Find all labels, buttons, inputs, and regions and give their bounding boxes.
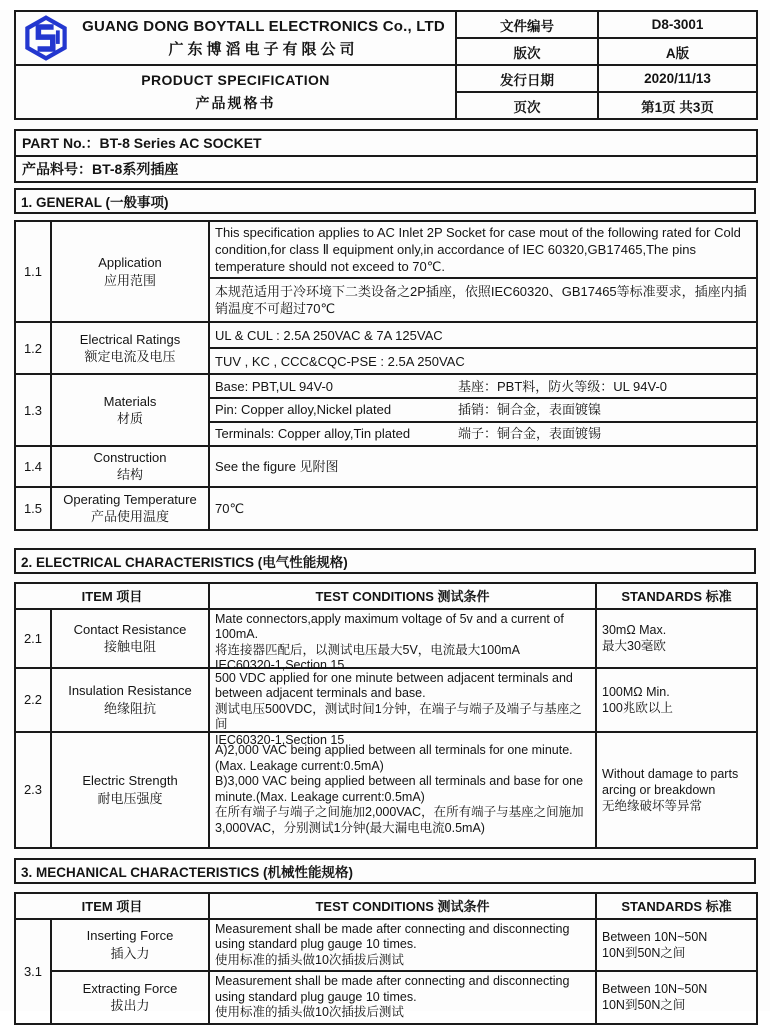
item-name (51, 322, 209, 374)
item-name-cn: 应用范围 (103, 272, 156, 288)
item-name-en: Contact Resistance (73, 621, 187, 637)
item-name-cn: 材质 (116, 411, 143, 427)
page-number-value: 第1页 共3页 (598, 92, 757, 119)
item-number: 1.4 (15, 446, 51, 487)
test-text-cn: 在所有端子与端子之间施加2,000VAC，在所有端子与基座之间施加3,000VAC，分别测试1分钟(最大漏电电流0.5mA) (215, 805, 584, 835)
test-text-b: B)3,000 VAC being applied between all terminals and base for one minute.(Max. Leakage current:0.5mA) (215, 774, 584, 804)
material-base-cn: 基座：PBT料，防火等级：UL 94V-0 (458, 378, 668, 394)
col-header-standards: STANDARDS 标准 (596, 893, 757, 919)
part-no-label: PART No.： (22, 135, 100, 151)
item-name (51, 971, 209, 1024)
standards-cell (596, 919, 757, 972)
item-name (51, 609, 209, 668)
test-reference: IEC60320-1,Section 15 (215, 658, 345, 673)
material-pin-cn: 插销：铜合金，表面镀镍 (458, 402, 602, 418)
standard-en: 30mΩ Max. (602, 623, 667, 638)
general-table (14, 220, 758, 531)
standard-cn: 10N到50N之间 (602, 945, 686, 960)
application-text-en: This specification applies to AC Inlet 2P Socket for case mout of the following rated for Cold condition,for class Ⅱ equipment only,in accordance of IEC 60320,GB17465,The pins temperature should not exceed to 70℃. (209, 221, 757, 278)
item-name (51, 374, 209, 445)
doc-number-value: D8-3001 (598, 11, 757, 38)
item-name-cn: 产品使用温度 (90, 509, 169, 525)
spec-document-page (0, 10, 770, 1020)
material-pin (209, 398, 757, 421)
standard-en: Between 10N~50N (602, 929, 708, 944)
test-conditions-cell (209, 668, 596, 747)
item-name-en: Electrical Ratings (79, 331, 181, 347)
col-header-test: TEST CONDITIONS 测试条件 (209, 583, 596, 609)
standard-en: Without damage to parts arcing or breakdown (602, 766, 739, 797)
section-title-general: 1. GENERAL (一般事项) (14, 188, 756, 214)
item-name-en: Operating Temperature (63, 491, 197, 507)
test-text-cn: 测试电压500VDC，测试时间1分钟，在端子与端子及端子与基座之间 (215, 701, 582, 732)
material-terminals (209, 422, 757, 446)
test-text-cn: 使用标准的插头做10次插拔后测试 (215, 1005, 404, 1020)
issue-date-label: 发行日期 (456, 65, 598, 92)
company-logo-icon (24, 14, 68, 62)
issue-date-value: 2020/11/13 (598, 65, 757, 92)
col-header-test: TEST CONDITIONS 测试条件 (209, 893, 596, 919)
item-name-cn: 插入力 (110, 945, 150, 961)
standard-cn: 无绝缘破坏等异常 (602, 798, 703, 813)
standard-cn: 最大30毫欧 (602, 639, 666, 654)
material-base-en: Base: PBT,UL 94V-0 (215, 378, 334, 394)
part-cn-label: 产品料号： (22, 161, 92, 177)
doc-number-label: 文件编号 (456, 11, 598, 38)
construction-text: See the figure 见附图 (209, 446, 757, 487)
standard-en: 100MΩ Min. (602, 684, 670, 699)
item-number: 2.1 (15, 609, 51, 668)
part-cn-value: BT-8系列插座 (92, 161, 179, 177)
item-name (51, 446, 209, 487)
item-name-cn: 额定电流及电压 (84, 349, 176, 365)
application-text-cn: 本规范适用于冷环境下二类设备之2P插座，依照IEC60320、GB17465等标准要求，插座内插销温度不可超过70℃ (209, 278, 757, 322)
item-number: 1.2 (15, 322, 51, 374)
test-text-en: Measurement shall be made after connecting and disconnecting using standard plug gauge 10 times. (215, 921, 570, 952)
doc-title-cn: 产品规格书 (195, 94, 276, 111)
item-number: 1.5 (15, 487, 51, 530)
item-name-cn: 绝缘阻抗 (104, 700, 157, 716)
item-number: 1.3 (15, 374, 51, 445)
header-table (14, 10, 758, 120)
item-number: 1.1 (15, 221, 51, 322)
operating-temperature-text: 70℃ (209, 487, 757, 530)
part-cn-row (15, 156, 757, 182)
section-title-mechanical: 3. MECHANICAL CHARACTERISTICS (机械性能规格) (14, 858, 756, 884)
standards-cell (596, 668, 757, 732)
doc-title-cell (15, 65, 456, 119)
test-conditions-cell (209, 919, 596, 972)
item-name (51, 668, 209, 732)
item-number: 3.1 (15, 919, 51, 1024)
standards-cell (596, 971, 757, 1024)
company-name-cn: 广东博滔电子有限公司 (168, 40, 359, 58)
page-number-label: 页次 (456, 92, 598, 119)
item-name-en: Application (98, 255, 162, 271)
electrical-table (14, 582, 758, 849)
standards-cell (596, 732, 757, 848)
standard-cn: 10N到50N之间 (602, 998, 686, 1013)
doc-title-en: PRODUCT SPECIFICATION (141, 71, 330, 88)
test-reference: IEC60320-1,Section 15 (215, 732, 345, 747)
section-title-electrical: 2. ELECTRICAL CHARACTERISTICS (电气性能规格) (14, 548, 756, 574)
item-name-en: Construction (93, 449, 167, 465)
mechanical-table (14, 892, 758, 1025)
material-pin-en: Pin: Copper alloy,Nickel plated (215, 402, 392, 418)
item-number: 2.3 (15, 732, 51, 848)
item-name (51, 221, 209, 322)
item-name (51, 487, 209, 530)
item-name-cn: 结构 (116, 467, 143, 483)
item-name (51, 919, 209, 972)
item-name-en: Materials (103, 393, 157, 409)
revision-value: A版 (598, 38, 757, 65)
item-name-en: Inserting Force (86, 928, 174, 944)
col-header-standards: STANDARDS 标准 (596, 583, 757, 609)
item-number: 2.2 (15, 668, 51, 732)
material-base (209, 374, 757, 398)
test-text-en: Mate connectors,apply maximum voltage of 5v and a current of 100mA. (215, 611, 564, 642)
rating-tuv-kc: TUV , KC , CCC&CQC-PSE : 2.5A 250VAC (209, 348, 757, 374)
standards-cell (596, 609, 757, 668)
item-name (51, 732, 209, 848)
test-text-en: 500 VDC applied for one minute between adjacent terminals and between adjacent terminals and base. (215, 670, 573, 701)
item-name-cn: 耐电压强度 (97, 790, 163, 806)
material-terminals-cn: 端子：铜合金，表面镀锡 (458, 426, 602, 442)
part-no-row (15, 130, 757, 156)
item-name-en: Insulation Resistance (68, 683, 192, 699)
test-text-cn: 使用标准的插头做10次插拔后测试 (215, 952, 404, 967)
test-conditions-cell (209, 732, 596, 848)
test-text-en: Measurement shall be made after connecting and disconnecting using standard plug gauge 10 times. (215, 974, 570, 1004)
company-name-en: GUANG DONG BOYTALL ELECTRONICS Co., LTD (82, 17, 445, 35)
test-text-a: A)2,000 VAC being applied between all terminals for one minute. (Max. Leakage current:0.5mA) (215, 743, 573, 773)
rating-ul-cul: UL & CUL : 2.5A 250VAC & 7A 125VAC (209, 322, 757, 348)
item-name-cn: 拔出力 (110, 998, 150, 1014)
part-number-table (14, 129, 758, 183)
test-text-cn: 将连接器匹配后，以测试电压最大5V，电流最大100mA (215, 642, 520, 657)
test-conditions-cell (209, 971, 596, 1024)
company-cell (15, 11, 456, 65)
col-header-item: ITEM 项目 (15, 583, 209, 609)
item-name-en: Extracting Force (82, 980, 178, 996)
item-name-cn: 接触电阻 (104, 639, 157, 655)
test-conditions-cell (209, 609, 596, 673)
col-header-item: ITEM 项目 (15, 893, 209, 919)
standard-cn: 100兆欧以上 (602, 700, 673, 715)
standard-en: Between 10N~50N (602, 982, 708, 997)
item-name-en: Electric Strength (82, 773, 178, 789)
material-terminals-en: Terminals: Copper alloy,Tin plated (215, 426, 411, 442)
revision-label: 版次 (456, 38, 598, 65)
part-no-value: BT-8 Series AC SOCKET (99, 135, 262, 151)
